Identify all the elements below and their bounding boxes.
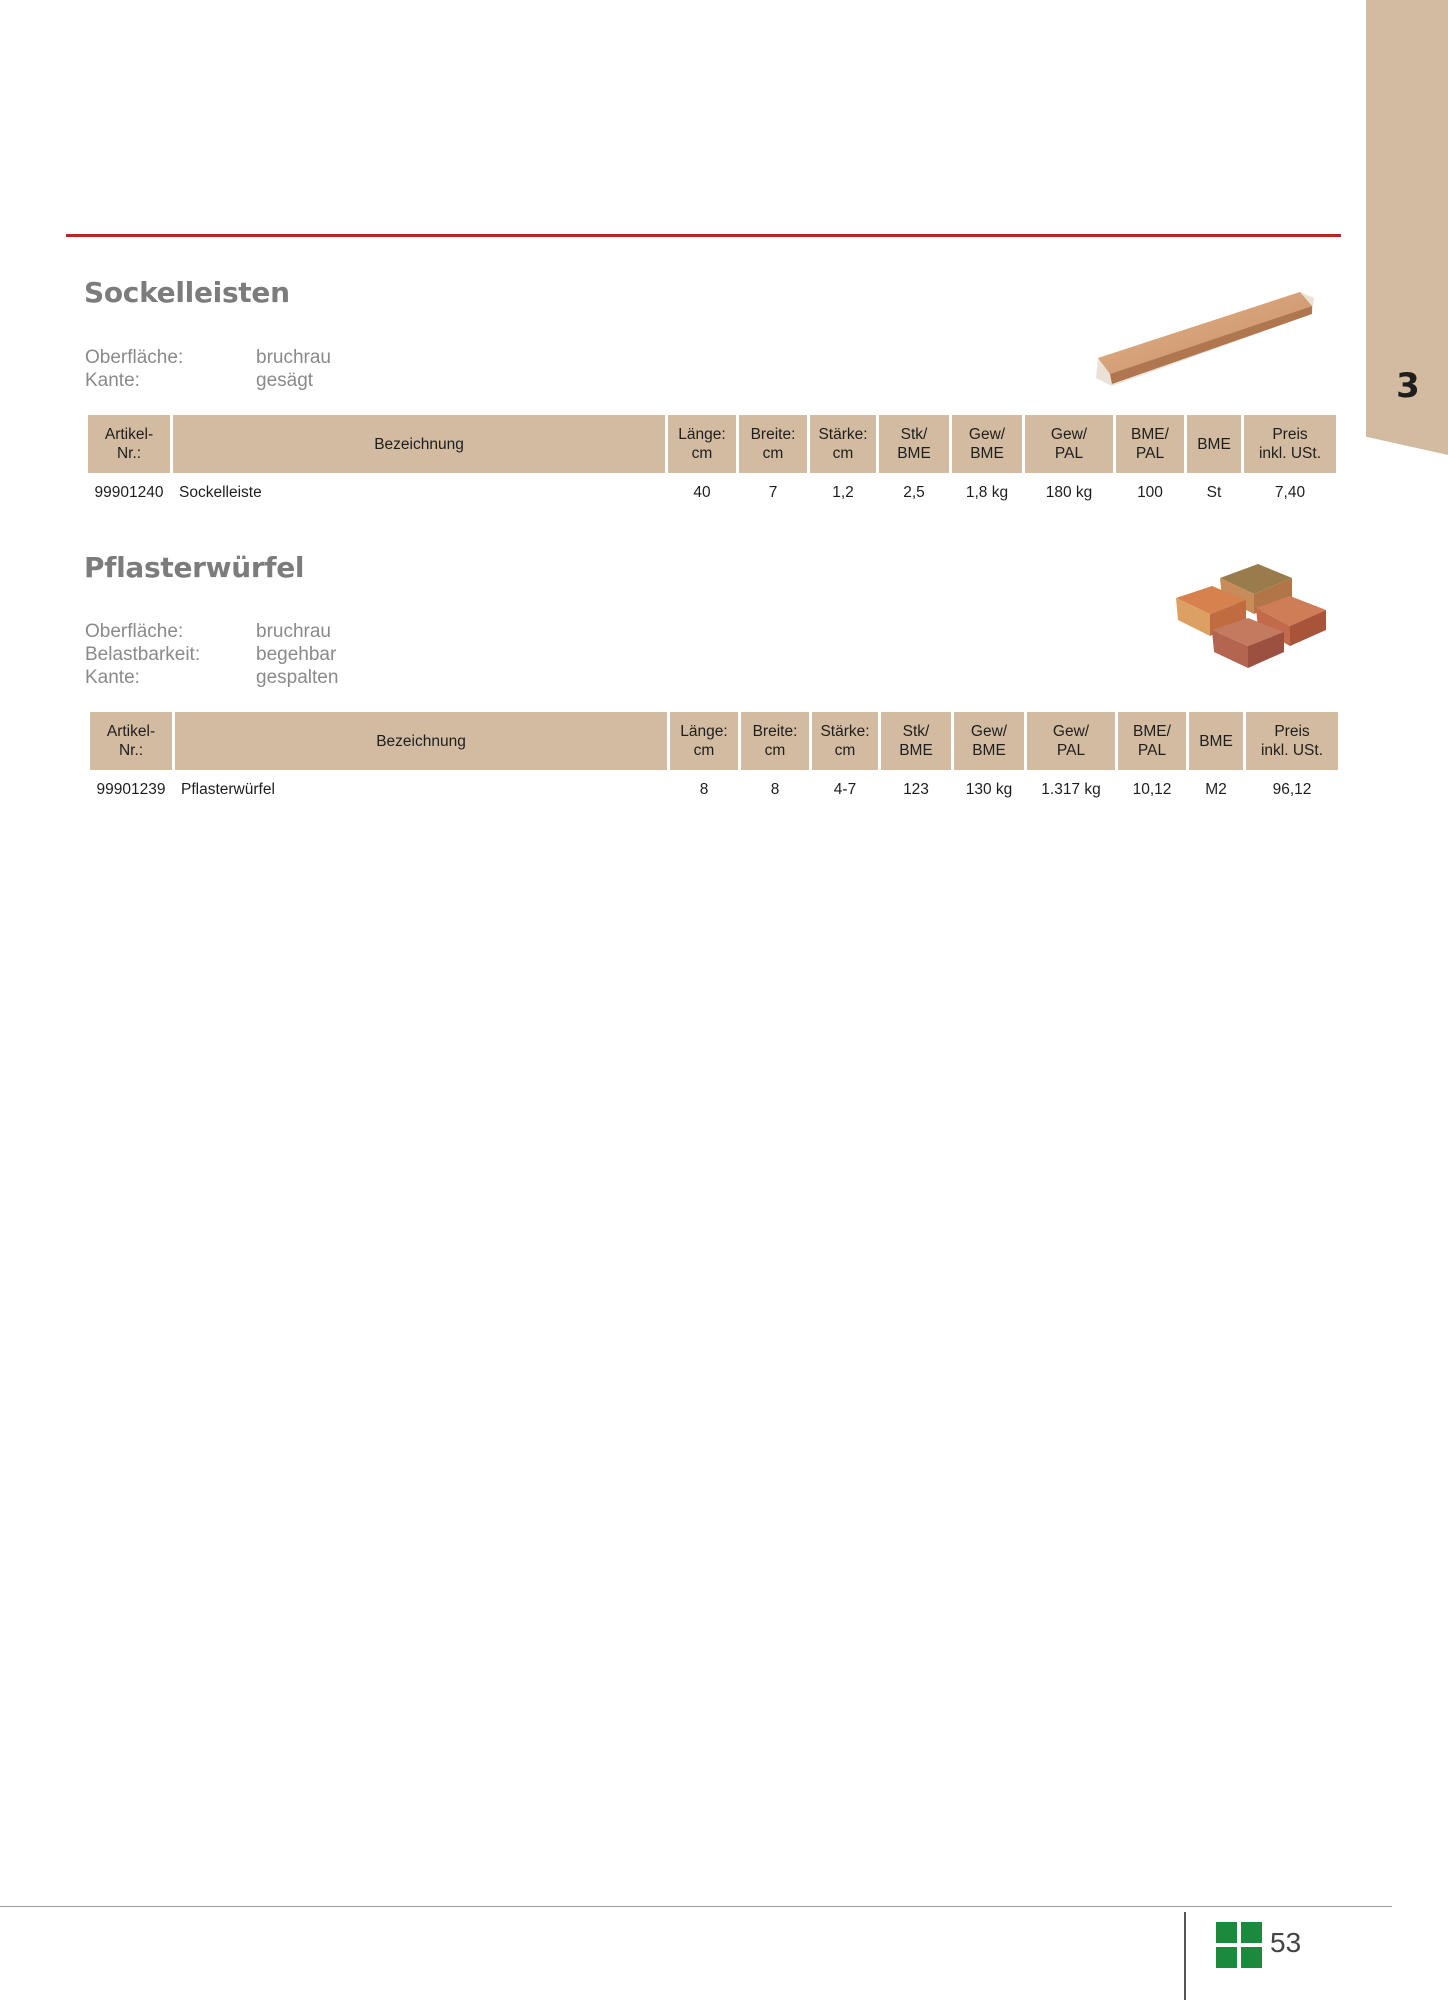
cell-bezeichnung: Pflasterwürfel — [181, 781, 275, 798]
footer-divider — [0, 1906, 1392, 1907]
col-header-bezeichnung: Bezeichnung — [173, 415, 665, 473]
brand-logo-icon — [1216, 1922, 1262, 1968]
col-header-gew-pal: Gew/ PAL — [1025, 415, 1113, 473]
col-header-gew-bme: Gew/ BME — [954, 712, 1024, 770]
col-header-gew-pal: Gew/ PAL — [1027, 712, 1115, 770]
col-header-laenge: Länge: cm — [668, 415, 736, 473]
col-header-stk-bme: Stk/ BME — [879, 415, 949, 473]
page-number: 53 — [1270, 1927, 1302, 1958]
section-title-pflasterwuerfel: Pflasterwürfel — [84, 551, 305, 584]
col-header-preis: Preis inkl. USt. — [1244, 415, 1336, 473]
chapter-number: 3 — [1396, 366, 1420, 406]
cell-gew-bme: 130 kg — [965, 781, 1013, 798]
col-header-bme-pal: BME/ PAL — [1118, 712, 1186, 770]
col-header-bme: BME — [1189, 712, 1243, 770]
cell-bme: M2 — [1205, 781, 1227, 798]
property-value: bruchrau — [256, 347, 331, 368]
col-header-bezeichnung: Bezeichnung — [175, 712, 667, 770]
cell-artikel: 99901239 — [96, 781, 166, 798]
cell-gew-pal: 180 kg — [1045, 484, 1093, 501]
property-row — [85, 643, 338, 666]
cell-preis: 7,40 — [1274, 484, 1306, 501]
col-header-staerke: Stärke: cm — [810, 415, 876, 473]
table-header-row — [88, 415, 1336, 473]
cell-laenge: 40 — [693, 484, 711, 501]
property-label: Oberfläche: — [85, 347, 184, 368]
section-title-sockelleisten: Sockelleisten — [84, 276, 290, 309]
pflasterwuerfel-product-image — [1150, 548, 1350, 688]
property-label: Belastbarkeit: — [85, 644, 201, 665]
property-row — [85, 369, 331, 392]
cell-preis: 96,12 — [1272, 781, 1312, 798]
table-header-row — [90, 712, 1338, 770]
col-header-bme-pal: BME/ PAL — [1116, 415, 1184, 473]
col-header-bme: BME — [1187, 415, 1241, 473]
spec-table-pflasterwuerfel — [87, 712, 1341, 810]
col-header-preis: Preis inkl. USt. — [1246, 712, 1338, 770]
cell-stk-bme: 123 — [903, 781, 929, 798]
cell-breite: 8 — [770, 781, 780, 798]
cell-bme: St — [1206, 484, 1222, 501]
sockelleiste-product-image — [1060, 262, 1330, 410]
cell-staerke: 1,2 — [832, 484, 854, 501]
header-divider — [66, 234, 1341, 237]
cell-gew-pal: 1.317 kg — [1041, 781, 1101, 798]
property-label: Oberfläche: — [85, 621, 184, 642]
cell-breite: 7 — [768, 484, 778, 501]
property-row — [85, 620, 338, 643]
cell-stk-bme: 2,5 — [903, 484, 925, 501]
col-header-gew-bme: Gew/ BME — [952, 415, 1022, 473]
cell-bme-pal: 100 — [1137, 484, 1163, 501]
col-header-staerke: Stärke: cm — [812, 712, 878, 770]
col-header-breite: Breite: cm — [739, 415, 807, 473]
col-header-laenge: Länge: cm — [670, 712, 738, 770]
property-row — [85, 666, 338, 689]
property-value: gesägt — [256, 370, 314, 391]
property-value: begehbar — [256, 644, 337, 665]
table-row — [90, 770, 1338, 810]
col-header-artikel: Artikel- Nr.: — [88, 415, 170, 473]
col-header-artikel: Artikel- Nr.: — [90, 712, 172, 770]
property-label: Kante: — [85, 370, 140, 391]
cell-gew-bme: 1,8 kg — [965, 484, 1009, 501]
col-header-breite: Breite: cm — [741, 712, 809, 770]
cell-laenge: 8 — [699, 781, 709, 798]
cell-artikel: 99901240 — [94, 484, 164, 501]
footer-vertical-divider — [1184, 1912, 1186, 2000]
cell-bme-pal: 10,12 — [1132, 781, 1172, 798]
properties-pflasterwuerfel — [85, 620, 338, 689]
property-row — [85, 346, 331, 369]
property-value: gespalten — [256, 667, 339, 688]
table-row — [88, 473, 1336, 513]
cell-bezeichnung: Sockelleiste — [179, 484, 262, 501]
properties-sockelleisten — [85, 346, 331, 392]
property-label: Kante: — [85, 667, 140, 688]
col-header-stk-bme: Stk/ BME — [881, 712, 951, 770]
spec-table-sockelleisten — [85, 415, 1339, 513]
cell-staerke: 4-7 — [833, 781, 857, 798]
property-value: bruchrau — [256, 621, 331, 642]
